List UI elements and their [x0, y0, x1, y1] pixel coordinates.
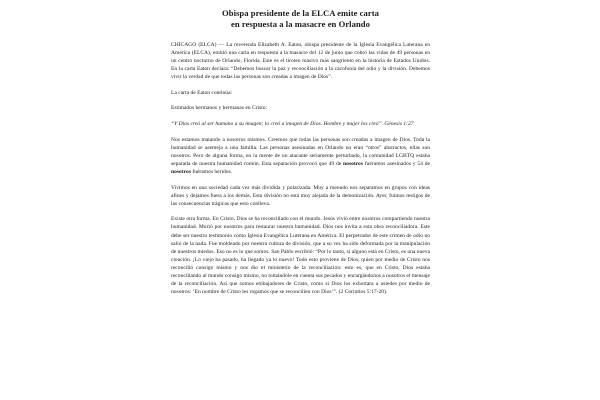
- paragraph-salutation: Estimados hermanos y hermanas en Cristo:: [171, 105, 268, 112]
- page-title-line-1: Obispa presidente de la ELCA emite carta: [222, 8, 379, 18]
- paragraph-society: Vivimos en una sociedad cada vez más dividida y polarizada. Muy a menudo nos separamos en grupos con ideas afines y dejamos fuera a los demás. Esta división no está muy alejada de la demonización. Ayer, fuimos testigos de las consecuencias trágicas que esto conlleva.: [171, 184, 430, 207]
- paragraph-killing: [171, 136, 430, 176]
- page-title-line-2: en respuesta a la masacre en Orlando: [231, 19, 370, 30]
- article-content: [171, 41, 430, 296]
- paragraph-letter-intro: La carta de Eaton continúa:: [171, 89, 233, 96]
- killing-emphasis-1: nosotros: [343, 160, 363, 167]
- page-title: [171, 8, 430, 31]
- paragraph-scripture-quote: “Y Dios creó al ser humano a su imagen; lo creó a imagen de Dios. Hombre y mujer los creó”. Génesis 1:27: [171, 120, 414, 127]
- killing-emphasis-2: nosotros: [171, 168, 191, 175]
- killing-text-part-1: Nos estamos matando a nosotros mismos. Creemos que todas las personas son creadas a imagen de Dios. Toda la humanidad se asemeja a una familia. Las personas asesinadas en Orlando no eran “otros” abstractos, ellas son nosotros. Pero de alguna forma, en la mente de un atacante seriamente perturbado, la comunidad LGBTQ estaba separada de nuestra humanidad común. Esta separación provocó que 49 de: [171, 136, 430, 167]
- article-body: [171, 8, 430, 304]
- paragraph-lead: CHICAGO (ELCA) — La reverenda Elizabeth A. Eaton, obispa presidente de la Iglesia Evangélica Luterana en América (ELCA), emitió una carta en respuesta a la masacre del 12 de junio que cobró las vidas de 49 personas en un centro nocturno de Orlando, Florida. Este es el tiroteo masivo más sangriento en la historia de Estados Unidos. En la carta Eaton declara: “Debemos buscar la paz y reconciliación a la cacofonía del odio y la división. Debemos vivir la verdad de que todas las personas son creadas a imagen de Dios”.: [171, 41, 430, 81]
- killing-text-part-3: fuéramos heridos.: [190, 168, 233, 175]
- killing-text-part-2: fuéramos asesinados y 54 de: [362, 160, 431, 167]
- paragraph-reconciliation: Existe otra forma. En Cristo, Dios se ha reconciliado con el mundo. Jesús vivió entre nosotros compartiendo nuestra humanidad. Murió por nosotros para restaurar nuestra humanidad. Dios nos invita a esta obra reconciliadora. Este debe ser nuestro testimonio como Iglesia Evangélica Luterana en América. El perpetrador de este crimen de odio no salió de la nada. Fue moldeado por nuestra cultura de división, que a su vez ha sido deformada por la manipulación de nuestros miedos. Eso no es lo que somos. San Pablo escribió: “Por lo tanto, si alguno está en Cristo, es una nueva creación. ¡Lo viejo ha pasado, ha llegado ya lo nuevo! Todo esto proviene de Dios, quien por medio de Cristo nos reconcilió consigo mismo y nos dio el ministerio de la reconciliación: esto es, que en Cristo, Dios estaba reconciliando al mundo consigo mismo, no tomándole en cuenta sus pecados y encargándonos a nosotros el mensaje de la reconciliación. Así que somos embajadores de Cristo, como si Dios los exhortara a ustedes por medio de nosotros: ‘En nombre de Cristo les rogamos que se reconcilien con Dios’”. (2 Corintios 5:17-20).: [171, 216, 430, 296]
